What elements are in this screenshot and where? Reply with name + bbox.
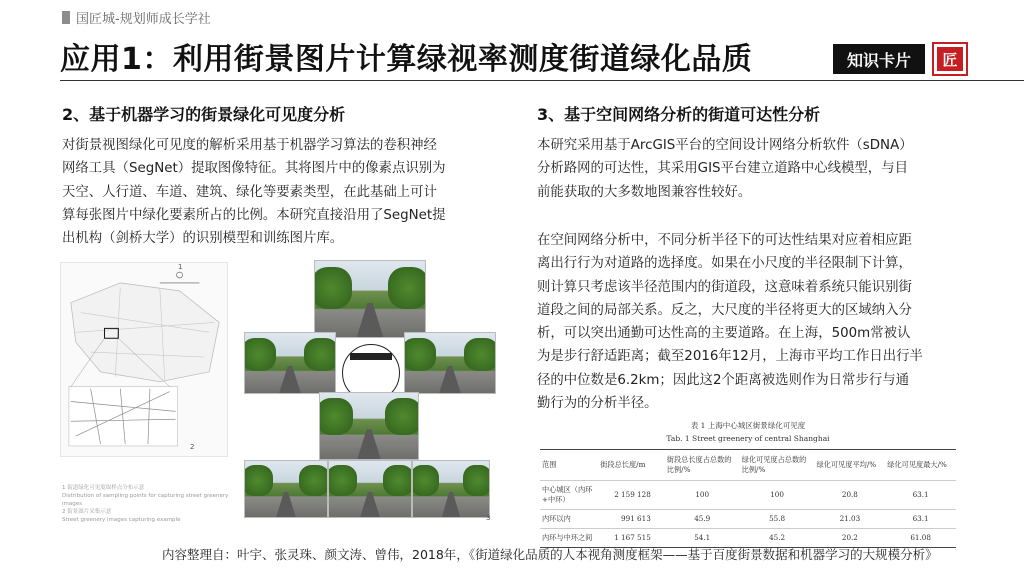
table-cell: 45.9 (665, 510, 740, 529)
title-divider (60, 80, 1024, 81)
right-line: 则计算只考虑该半径范围内的街道段，这意味着系统只能识别街 (537, 279, 912, 295)
right-paragraph-1 (537, 134, 977, 204)
right-line: 离出行行为对道路的选择度。如果在小尺度的半径限制下计算， (537, 256, 912, 272)
figure-label-1: 1 (178, 263, 183, 271)
table-title-cn: 表 1 上海中心城区街景绿化可见度 (690, 421, 806, 430)
left-heading: 2、基于机器学习的街景绿化可见度分析 (62, 105, 346, 124)
caption-line: Distribution of sampling points for capturing street greenery images (62, 493, 229, 507)
table-header: 绿化可见度平均/% (816, 460, 877, 469)
source-citation: 内容整理自：叶宇、张灵珠、颜文涛、曾伟，2018年，《街道绿化品质的人本视角测度框架——基于百度街景数据和机器学习的大规模分析》 (162, 547, 938, 562)
table-cell: 54.1 (665, 529, 740, 548)
table-title-en: Tab. 1 Street greenery of central Shanghai (666, 434, 830, 443)
street-photo-east (404, 332, 496, 394)
table-cell: 45.2 (740, 529, 815, 548)
table-cell: 55.8 (740, 510, 815, 529)
right-heading: 3、基于空间网络分析的街道可达性分析 (537, 105, 821, 124)
street-photo-strip-3 (412, 460, 490, 518)
right-paragraph-2 (537, 229, 977, 415)
figure-caption (62, 484, 242, 524)
left-line: 对街景视图绿化可见度的解析采用基于机器学习算法的卷积神经 (62, 138, 437, 153)
table-header: 范围 (542, 460, 557, 469)
table-cell: 991 613 (598, 510, 665, 529)
street-photo-strip-2 (328, 460, 412, 518)
table-cell: 100 (665, 481, 740, 510)
left-line: 网络工具（SegNet）提取图像特征。其将图片中的像素点识别为 (62, 161, 446, 177)
caption-line: 2 街景图片采集示意 (62, 509, 112, 515)
caption-line: 1 街道绿化可见度取样点分布示意 (62, 485, 145, 491)
table-header: 街段总长度/m (600, 460, 646, 469)
table-cell: 20.8 (815, 481, 886, 510)
right-line: 在空间网络分析中，不同分析半径下的可达性结果对应着相应距 (537, 233, 912, 248)
logo-icon (932, 42, 968, 76)
street-view-collage (244, 260, 494, 522)
right-line: 为是步行舒适距离；截至2016年12月，上海市平均工作日出行半 (537, 349, 923, 365)
data-table (540, 449, 956, 548)
caption-line: Street greenery images capturing example (62, 517, 181, 523)
street-photo-south (319, 392, 419, 460)
left-line: 天空、人行道、车道、建筑、绿化等要素类型，在此基础上可计 (62, 184, 437, 200)
logo-glyph: 匠 (937, 47, 963, 71)
camera-bar-icon (350, 353, 392, 360)
table-cell: 2 159 128 (598, 481, 665, 510)
street-photo-west (244, 332, 336, 394)
table-header: 绿化可见度最大/% (887, 460, 947, 469)
table-cell: 21.03 (815, 510, 886, 529)
table-cell: 中心城区（内环+中环） (540, 481, 598, 510)
right-line: 分析路网的可达性，其采用GIS平台建立道路中心线模型，与目 (537, 161, 908, 177)
page-title: 应用1：利用街景图片计算绿视率测度街道绿化品质 (60, 42, 753, 77)
brand-text: 国匠城-规划师成长学社 (76, 12, 211, 27)
table-cell: 100 (740, 481, 815, 510)
figure-label-2: 2 (190, 443, 195, 451)
table-row (540, 510, 956, 529)
brand-bar (62, 11, 70, 24)
table-row (540, 481, 956, 510)
right-line: 径的中位数是6.2km；因此这2个距离被选则作为日常步行与通 (537, 372, 909, 388)
figure-label-3: 3 (486, 514, 491, 522)
right-line: 本研究采用基于ArcGIS平台的空间设计网络分析软件（sDNA） (537, 138, 913, 153)
left-line: 出机构（剑桥大学）的识别模型和训练图片库。 (62, 231, 344, 247)
table-cell: 20.2 (815, 529, 886, 548)
street-photo-north (314, 260, 426, 338)
greenery-table (540, 420, 956, 548)
right-line: 勤行为的分析半径。 (537, 396, 658, 412)
table-cell: 内环与中环之间 (540, 529, 598, 548)
street-photo-strip-1 (244, 460, 328, 518)
table-cell: 63.1 (885, 481, 956, 510)
sampling-map-figure (60, 262, 228, 457)
table-header-row (540, 450, 956, 481)
table-header: 绿化可见度占总数的比例/% (741, 455, 807, 474)
street-network-map (61, 263, 227, 456)
table-cell: 63.1 (885, 510, 956, 529)
right-line: 道段之间的局部关系。反之，大尺度的半径将更大的区域纳入分 (537, 302, 912, 318)
left-line: 算每张图片中绿化要素所占的比例。本研究直接沿用了SegNet提 (62, 207, 446, 223)
table-cell: 61.08 (885, 529, 956, 548)
left-paragraph (62, 134, 502, 250)
table-header: 街段总长度占总数的比例/% (666, 455, 732, 474)
right-line: 前能获取的大多数地图兼容性较好。 (537, 184, 752, 200)
table-cell: 1 167 515 (598, 529, 665, 548)
right-line: 析，可以突出通勤可达性高的主要道路。在上海，500m常被认 (537, 326, 911, 342)
table-cell: 内环以内 (540, 510, 598, 529)
knowledge-card-badge: 知识卡片 (833, 44, 925, 74)
brand (62, 8, 211, 27)
